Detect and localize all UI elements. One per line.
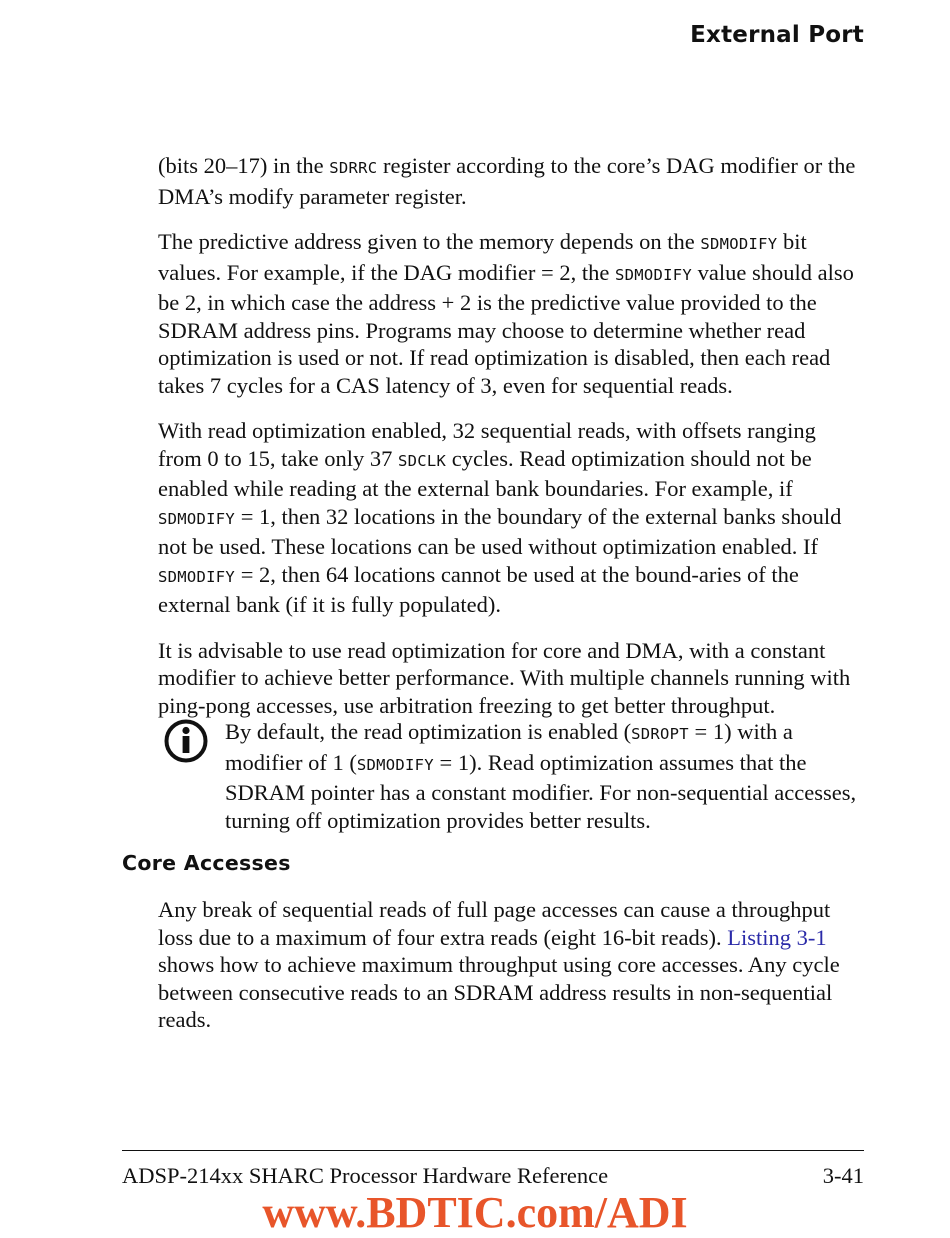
footer-page-number: 3-41	[822, 1163, 864, 1188]
register-name: SDMODIFY	[158, 567, 236, 586]
register-name: SDMODIFY	[356, 755, 434, 774]
register-name: SDCLK	[397, 451, 447, 470]
register-name: SDMODIFY	[700, 235, 778, 253]
listing-link[interactable]: Listing 3-1	[727, 924, 827, 950]
register-name: SDRRC	[329, 159, 378, 177]
register-name: SDMODIFY	[614, 265, 693, 284]
note-text: By default, the read optimization is enabled (SDROPT = 1) with a modifier of 1 (SDMODIFY = 1). Read optimization assumes that the SDRAM pointer has a constant modifier. For non-sequential accesses, turning off optimization provides better results.	[225, 719, 857, 833]
running-header: External Port	[690, 22, 864, 48]
paragraph-3: With read optimization enabled, 32 sequential reads, with offsets ranging from 0 to 15, take only 37 SDCLK cycles. Read optimization should not be enabled while reading at the external bank boundaries. For example, if SDMODIFY = 1, then 32 locations in the boundary of the external banks should not be used. These locations can be used without optimization enabled. If SDMODIFY = 2, then 64 locations cannot be used at the bound-aries of the external bank (if it is fully populated).	[158, 418, 842, 617]
footer-doc-title: ADSP-214xx SHARC Processor Hardware Reference	[122, 1163, 609, 1188]
body-text-top	[158, 152, 864, 737]
paragraph-1: (bits 20–17) in the SDRRC register according to the core’s DAG modifier or the DMA’s modify parameter register.	[158, 153, 856, 209]
footer-divider	[122, 1150, 864, 1151]
paragraph-2: The predictive address given to the memory depends on the SDMODIFY bit values. For example, if the DAG modifier = 2, the SDMODIFY value should also be 2, in which case the address + 2 is the predictive value provided to the SDRAM address pins. Programs may choose to determine whether read optimization is used or not. If read optimization is disabled, then each read takes 7 cycles for a CAS latency of 3, even for sequential reads.	[158, 229, 854, 398]
section-heading: Core Accesses	[122, 851, 291, 875]
paragraph-5: Any break of sequential reads of full page accesses can cause a throughput loss due to a maximum of four extra reads (eight 16-bit reads). Listing 3-1 shows how to achieve maximum throughput using core accesses. Any cycle between consecutive reads to an SDRAM address results in non-sequential reads.	[158, 897, 840, 1032]
register-name: SDMODIFY	[158, 509, 236, 528]
watermark: www.BDTIC.com/ADI	[262, 1188, 688, 1237]
info-icon	[163, 718, 209, 764]
paragraph-4: It is advisable to use read optimization for core and DMA, with a constant modifier to achieve better performance. With multiple channels running with ping-pong accesses, use arbitration freezing to get better throughput.	[158, 637, 851, 718]
register-name: SDROPT	[631, 725, 689, 743]
body-text-bottom	[158, 896, 864, 1052]
